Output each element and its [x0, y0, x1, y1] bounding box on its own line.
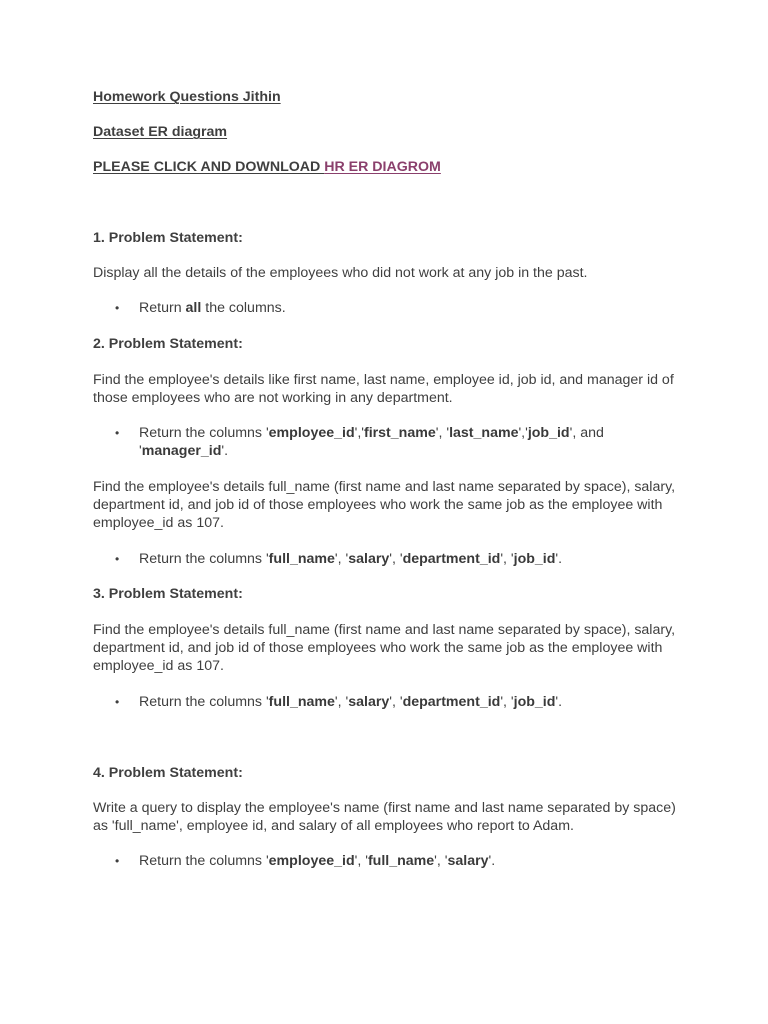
bullet-icon: • — [115, 301, 120, 315]
download-line — [93, 158, 441, 176]
hr-er-diagram-link[interactable]: HR ER DIAGROM — [324, 159, 441, 175]
document-title: Homework Questions Jithin — [93, 89, 281, 105]
download-prefix: PLEASE CLICK AND DOWNLOAD — [93, 159, 325, 175]
er-diagram-heading: Dataset ER diagram — [93, 124, 228, 140]
bullet-icon: • — [115, 854, 120, 868]
q2-heading: 2. Problem Statement: — [93, 336, 243, 352]
q3-text: Find the employee's details full_name (first name and last name separated by space), salary, department id, and job id of those employees who work the same job as the employee with employee_id as 107. — [93, 622, 676, 674]
q1-text: Display all the details of the employees who did not work at any job in the past. — [93, 265, 588, 281]
q1-heading: 1. Problem Statement: — [93, 230, 243, 246]
bullet-icon: • — [115, 695, 120, 709]
q2-text-2: Find the employee's details full_name (first name and last name separated by space), salary, department id, and job id of those employees who work the same job as the employee with employee_id as 107. — [93, 479, 676, 531]
q3-heading: 3. Problem Statement: — [93, 586, 243, 602]
q2-text: Find the employee's details like first name, last name, employee id, job id, and manager id of those employees who are not working in any department. — [93, 372, 674, 406]
bullet-icon: • — [115, 426, 120, 440]
q4-heading: 4. Problem Statement: — [93, 765, 243, 781]
q4-text: Write a query to display the employee's name (first name and last name separated by space) as 'full_name', employee id, and salary of all employees who report to Adam. — [93, 800, 676, 834]
bullet-icon: • — [115, 552, 120, 566]
